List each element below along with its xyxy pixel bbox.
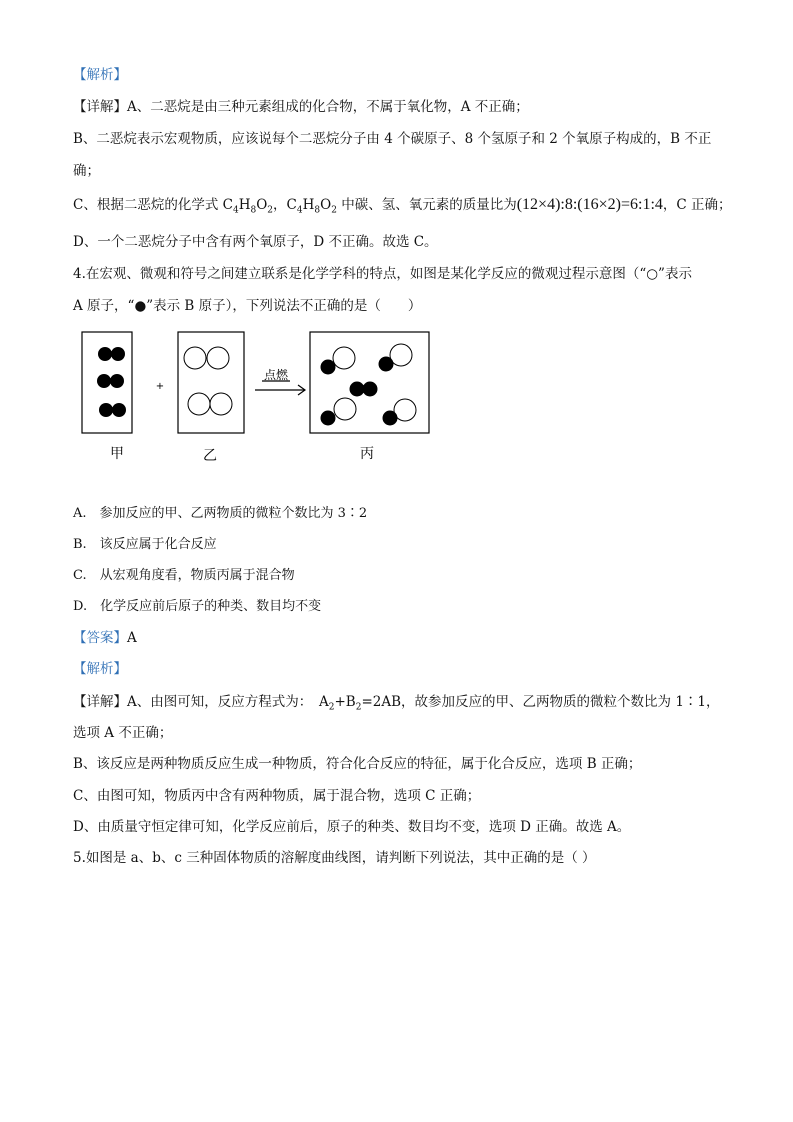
- reaction-diagram: [0, 0, 793, 470]
- b-atom: [99, 403, 113, 417]
- answer-value: A: [127, 630, 137, 646]
- q5-stem: 5.如图是 a、b、c 三种固体物质的溶解度曲线图，请判断下列说法，其中正确的是（ ）: [73, 850, 596, 866]
- a-atom: [207, 347, 229, 369]
- q4-detail-d: D、由质量守恒定律可知，化学反应前后，原子的种类、数目均不变，选项 D 正确。故选 A。: [73, 819, 631, 835]
- jia-molecules: [97, 347, 126, 417]
- text: O: [256, 197, 268, 213]
- text: C、根据二恶烷的化学式 C: [73, 197, 233, 213]
- label-bing: 丙: [360, 446, 374, 462]
- text: H: [238, 197, 251, 213]
- text: H: [302, 197, 315, 213]
- detail-b-line2: 确；: [73, 163, 100, 179]
- text: =2AB，故参加反应的甲、乙两物质的微粒个数比为 1∶1，: [361, 694, 720, 710]
- b-atom: [111, 347, 125, 361]
- detail-d: D、一个二恶烷分子中含有两个氧原子，D 不正确。故选 C。: [73, 234, 438, 250]
- b-atom: [350, 382, 364, 396]
- b-atom: [98, 347, 112, 361]
- sub: 4: [232, 205, 239, 216]
- analysis-label: 【解析】: [73, 67, 127, 83]
- text: ，C: [273, 197, 297, 213]
- sub: 4: [296, 205, 303, 216]
- q4-stem-line2: A 原子，“●”表示 B 原子），下列说法不正确的是（ ）: [73, 298, 422, 314]
- detail-b-line1: B、二恶烷表示宏观物质，应该说每个二恶烷分子由 4 个碳原子、8 个氢原子和 2 个氧原子构成的，B 不正: [73, 131, 712, 147]
- sub: 2: [355, 702, 362, 713]
- a-atom: [334, 398, 356, 420]
- sub: 8: [250, 205, 257, 216]
- b-atom: [321, 360, 335, 374]
- option-b: B. 该反应属于化合反应: [73, 537, 217, 552]
- a-atom: [184, 347, 206, 369]
- yi-molecules: [184, 347, 232, 415]
- text: +B: [334, 694, 356, 710]
- b-atom: [110, 374, 124, 388]
- text: ，C 正确；: [662, 197, 732, 213]
- a-atom: [188, 393, 210, 415]
- condition-label: 点燃: [263, 368, 289, 382]
- q4-stem-line1: 4.在宏观、微观和符号之间建立联系是化学学科的特点，如图是某化学反应的微观过程示意图（“○”表示: [73, 266, 692, 282]
- a-atom: [333, 347, 355, 369]
- text: 中碳、氢、氧元素的质量比为: [336, 197, 517, 213]
- q4-detail-b: B、该反应是两种物质反应生成一种物质，符合化合反应的特征，属于化合反应，选项 B 正确；: [73, 756, 642, 772]
- text: A、由图可知，反应方程式为： A: [127, 694, 329, 710]
- analysis-label: 【解析】: [73, 661, 127, 677]
- b-atom: [379, 357, 393, 371]
- b-atom: [97, 374, 111, 388]
- sub: 2: [328, 702, 335, 713]
- b-atom: [383, 411, 397, 425]
- b-atom: [363, 382, 377, 396]
- b-atom: [112, 403, 126, 417]
- label-yi: 乙: [203, 448, 217, 464]
- sub: 2: [331, 205, 337, 216]
- bing-molecules: [321, 344, 416, 425]
- option-c: C. 从宏观角度看，物质丙属于混合物: [73, 568, 295, 583]
- q4-detail-a1: [73, 693, 720, 717]
- plus-sign: +: [155, 381, 165, 392]
- text: O: [320, 197, 332, 213]
- sub: 2: [267, 205, 274, 216]
- q4-detail-c: C、由图可知，物质丙中含有两种物质，属于混合物，选项 C 正确；: [73, 788, 481, 804]
- a-atom: [210, 393, 232, 415]
- answer-label: 【答案】: [73, 630, 127, 646]
- box-yi: [178, 332, 244, 433]
- detail-label: 【详解】: [73, 99, 127, 115]
- option-a: A. 参加反应的甲、乙两物质的微粒个数比为 3∶2: [73, 506, 368, 521]
- text: A、二恶烷是由三种元素组成的化合物，不属于氧化物，A 不正确；: [127, 99, 529, 115]
- mass-ratio-formula: (12×4):8:(16×2)=6:1:4: [516, 196, 663, 213]
- detail-label: 【详解】: [73, 694, 127, 710]
- label-jia: 甲: [110, 446, 124, 462]
- answer: [73, 629, 137, 647]
- b-atom: [321, 411, 335, 425]
- sub: 8: [314, 205, 321, 216]
- option-d: D. 化学反应前后原子的种类、数目均不变: [73, 599, 322, 614]
- q4-detail-a2: 选项 A 不正确；: [73, 725, 173, 741]
